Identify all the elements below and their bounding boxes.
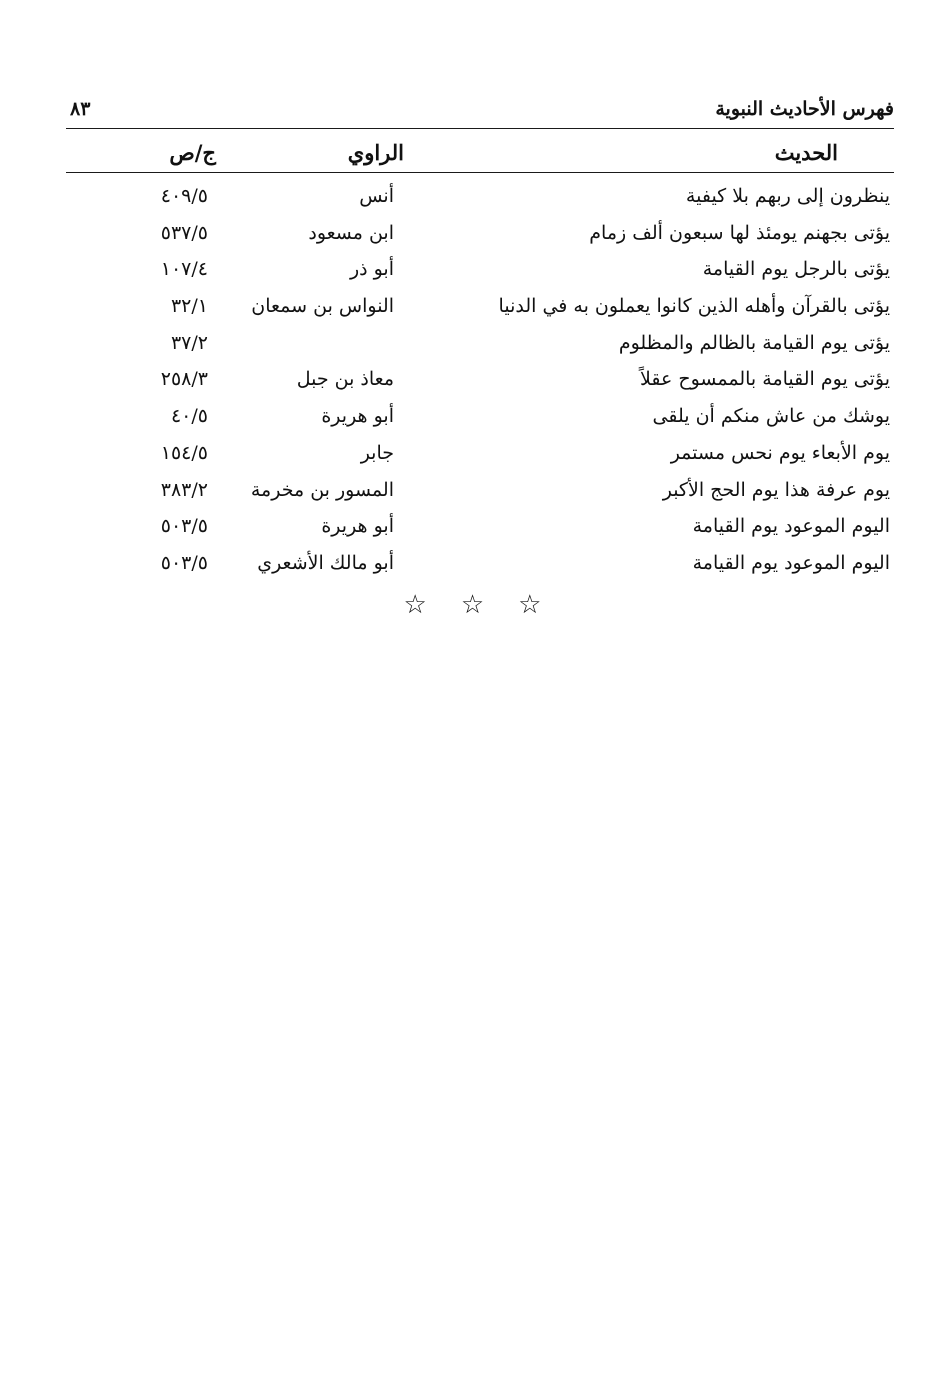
narrator-cell: معاذ بن جبل (296, 368, 394, 391)
hadith-cell: يؤتى يوم القيامة بالممسوح عقلاً (640, 368, 890, 391)
section-end-ornament: ☆☆☆ (403, 590, 576, 620)
hadith-cell: اليوم الموعود يوم القيامة (692, 515, 890, 538)
hadith-cell: يؤتى بجهنم يومئذ لها سبعون ألف زمام (589, 221, 890, 244)
table-body (66, 179, 894, 583)
hadith-cell: يوشك من عاش منكم أن يلقى (652, 405, 890, 428)
hadith-cell: اليوم الموعود يوم القيامة (692, 551, 890, 574)
hadith-cell: يوم عرفة هذا يوم الحج الأكبر (662, 478, 890, 501)
reference-cell: ٣٨٣/٢ (160, 478, 208, 501)
column-header-narrator: الراوي (347, 140, 404, 165)
reference-cell: ١٠٧/٤ (160, 258, 208, 281)
reference-cell: ٥٠٣/٥ (160, 551, 208, 574)
narrator-cell: النواس بن سمعان (251, 295, 394, 318)
narrator-cell: المسور بن مخرمة (250, 478, 394, 501)
reference-cell: ٥٣٧/٥ (160, 221, 208, 244)
reference-cell: ٣٢/١ (170, 295, 208, 318)
table-row (66, 252, 894, 289)
reference-cell: ١٥٤/٥ (160, 441, 208, 464)
narrator-cell: أبو ذر (349, 258, 394, 281)
narrator-cell: أبو مالك الأشعري (257, 551, 394, 574)
table-row (66, 509, 894, 546)
column-header-volume-page: ج/ص (169, 140, 216, 165)
column-header-hadith: الحديث (774, 140, 838, 165)
hadith-cell: ينظرون إلى ربهم بلا كيفية (685, 185, 890, 207)
table-header (66, 136, 894, 173)
reference-cell: ٢٥٨/٣ (160, 368, 208, 391)
table-row (66, 399, 894, 436)
table-row (66, 179, 894, 216)
hadith-index-table (66, 136, 894, 583)
narrator-cell: أنس (359, 185, 394, 207)
page-number: ٨٣ (70, 98, 91, 120)
reference-cell: ٤٠٩/٥ (160, 185, 208, 207)
hadith-cell: يؤتى بالقرآن وأهله الذين كانوا يعملون به في الدنيا (498, 295, 890, 318)
table-row (66, 216, 894, 253)
reference-cell: ٤٠/٥ (170, 405, 208, 428)
table-row (66, 436, 894, 473)
narrator-cell: أبو هريرة (321, 515, 394, 538)
book-title: فهرس الأحاديث النبوية (715, 98, 894, 120)
narrator-cell: أبو هريرة (321, 405, 394, 428)
hadith-cell: يؤتى يوم القيامة بالظالم والمظلوم (618, 331, 890, 354)
hadith-cell: يؤتى بالرجل يوم القيامة (702, 258, 890, 281)
narrator-cell: جابر (360, 441, 394, 464)
table-row (66, 289, 894, 326)
table-row (66, 546, 894, 583)
table-row (66, 362, 894, 399)
running-head (66, 96, 894, 129)
hadith-cell: يوم الأبعاء يوم نحس مستمر (670, 441, 890, 464)
table-row (66, 473, 894, 510)
reference-cell: ٣٧/٢ (170, 331, 208, 354)
narrator-cell: ابن مسعود (308, 221, 394, 244)
reference-cell: ٥٠٣/٥ (160, 515, 208, 538)
table-row (66, 326, 894, 363)
